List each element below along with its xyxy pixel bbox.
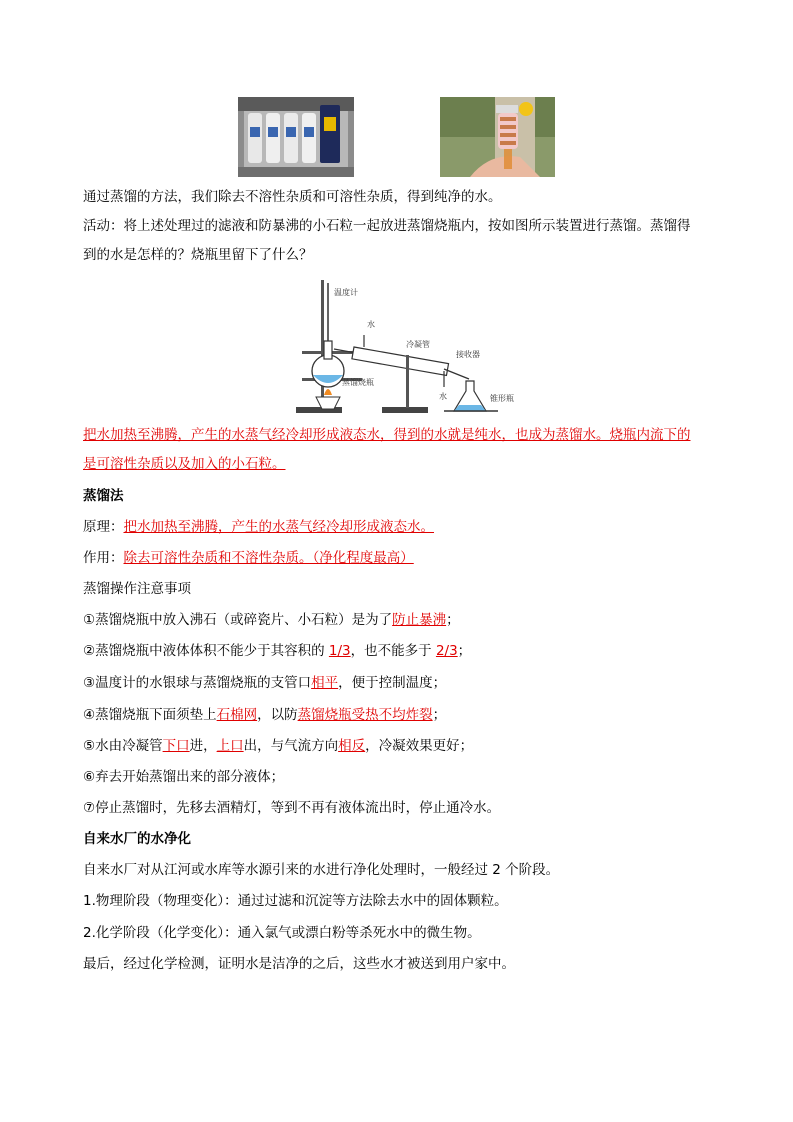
note-highlight: 防止暴沸	[392, 612, 447, 628]
waterworks-line-1: 自来水厂对从江河或水库等水源引来的水进行净化处理时，一般经过 2 个阶段。	[83, 862, 560, 878]
flask-label: 蒸馏烧瓶	[342, 378, 374, 387]
note-text: ②蒸馏烧瓶中液体体积不能少于其容积的	[83, 643, 329, 659]
adapter-label: 接收器	[456, 350, 480, 359]
activity-line-2: 到的水是怎样的？烧瓶里留下了什么？	[83, 247, 313, 263]
note-1	[83, 610, 723, 630]
conical-flask-label: 锥形瓶	[490, 394, 514, 403]
note-6: ⑥弃去开始蒸馏出来的部分液体；	[83, 769, 285, 785]
principle-label: 原理：	[83, 519, 124, 535]
activity-line-1: 活动：将上述处理过的滤液和防暴沸的小石粒一起放进蒸馏烧瓶内，按如图所示装置进行蒸馏。蒸馏得	[83, 218, 691, 234]
answer-line-2: 是可溶性杂质以及加入的小石粒。	[83, 456, 286, 472]
principle-row	[83, 517, 723, 537]
note-highlight: 相平	[311, 675, 339, 691]
note-text: 进，	[189, 738, 217, 754]
answer-line-1: 把水加热至沸腾，产生的水蒸气经冷却形成液态水，得到的水就是纯水，也成为蒸馏水。烧瓶内流下的	[83, 427, 691, 443]
note-7: ⑦停止蒸馏时，先移去酒精灯，等到不再有液体流出时，停止通冷水。	[83, 800, 501, 816]
note-highlight: 下口	[162, 738, 190, 754]
waterworks-heading: 自来水厂的水净化	[83, 831, 191, 847]
waterworks-line-2: 1.物理阶段（物理变化）：通过过滤和沉淀等方法除去水中的固体颗粒。	[83, 893, 508, 909]
note-text: ，冷凝效果更好；	[365, 738, 474, 754]
note-text: ；	[457, 643, 472, 659]
distillation-heading: 蒸馏法	[83, 488, 124, 504]
note-text: ；	[446, 612, 460, 628]
note-text: ，也不能多于	[350, 643, 436, 659]
note-highlight: 相反	[338, 738, 366, 754]
notes-title: 蒸馏操作注意事项	[83, 581, 191, 597]
note-text: ，便于控制温度；	[338, 675, 447, 691]
function-text: 除去可溶性杂质和不溶性杂质。（净化程度最高）	[123, 550, 414, 566]
waterworks-line-4: 最后，经过化学检测，证明水是洁净的之后，这些水才被送到用户家中。	[83, 956, 515, 972]
faucet-filter-photo	[440, 97, 555, 177]
note-highlight: 上口	[216, 738, 244, 754]
waterworks-line-3: 2.化学阶段（化学变化）：通入氯气或漂白粉等杀死水中的微生物。	[83, 925, 481, 941]
intro-text: 通过蒸馏的方法，我们除去不溶性杂质和可溶性杂质，得到纯净的水。	[83, 189, 502, 205]
function-label: 作用：	[83, 550, 124, 566]
note-highlight: 石棉网	[216, 707, 258, 723]
principle-text: 把水加热至沸腾，产生的水蒸气经冷却形成液态水。	[123, 519, 434, 535]
note-4	[83, 705, 723, 725]
thermometer-label: 温度计	[334, 288, 358, 297]
distillation-apparatus-diagram	[294, 275, 664, 418]
note-highlight: 1/3	[328, 643, 351, 659]
condenser-label: 冷凝管	[406, 340, 430, 349]
water-out-label: 水	[439, 392, 447, 401]
note-text: ，以防	[257, 707, 298, 723]
note-text: ③温度计的水银球与蒸馏烧瓶的支管口	[83, 675, 312, 691]
note-text: ；	[432, 707, 447, 723]
note-text: ⑤水由冷凝管	[83, 738, 163, 754]
filter-machine-photo	[238, 97, 354, 177]
water-in-label: 水	[367, 320, 375, 329]
note-highlight: 蒸馏烧瓶受热不均炸裂	[297, 707, 433, 723]
note-text: 出，与气流方向	[243, 738, 339, 754]
function-row	[83, 548, 723, 568]
note-text: ④蒸馏烧瓶下面须垫上	[83, 707, 217, 723]
note-highlight: 2/3	[435, 643, 458, 659]
note-text: ①蒸馏烧瓶中放入沸石（或碎瓷片、小石粒）是为了	[83, 612, 393, 628]
note-3	[83, 673, 723, 693]
note-2	[83, 641, 723, 661]
note-5	[83, 736, 723, 756]
